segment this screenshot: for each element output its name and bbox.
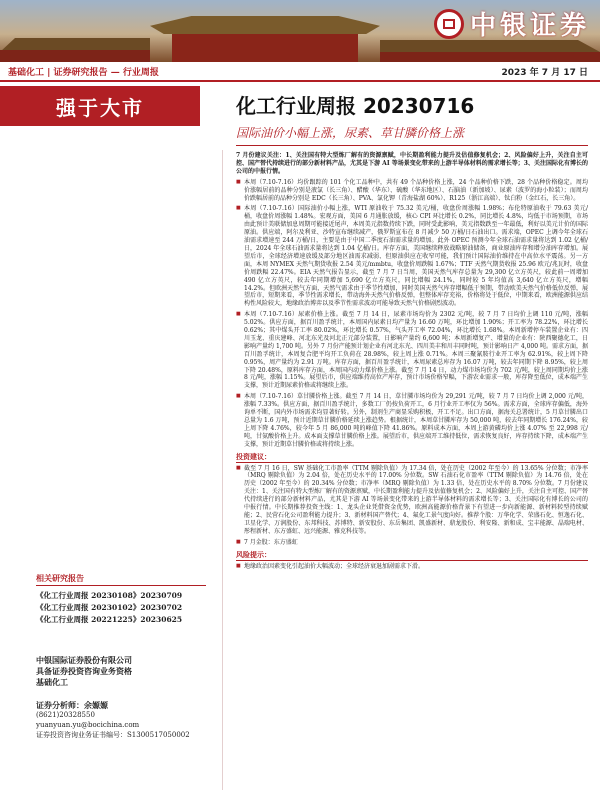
report-category: 基础化工 | 证券研究报告 — 行业周报 <box>8 68 159 78</box>
banner-hall-left <box>0 50 150 62</box>
banner-hall-right <box>380 52 600 62</box>
invest-point: ■ 截至 7 月 16 日，SW 基础化工市盈率（TTM 剔除负值）为 17.34 倍，处在历史（2002 年至今）的 13.65% 分位数；市净率（MRQ 剔除负值）为 2.04 倍，处在历史水平的 17.00% 分位数。SW 石油石化市盈率（TTM 剔除负值）为 14.76 倍，处在历史（2002 年至今）的 20.34% 分位数；市净率（MRQ 剔除负值）为 1.33 倍，处在历史水平的 8.70% 分位数。7 月份建议关注：1、关注国有特大型炼厂解有的资源禀赋，中长期盈利能力提升及估值修复机会；2、风险偏好上升，关注自主可控、国产替代持续进行的部分新材料产品，尤其是下游 AI 等场景变化带来的上游半导体材料的需求增长等；3、关注国际化有博长的公司的中报行情。中长期推荐投资主线：1、龙头企业凭借资金优势，欧洲高能源价格背景下有望进一步向新能源、新材料转型持续赋能；2、民营石化公司盈利能力提升；3、新材料国产替代；4、氟化工景气度向好。推荐个股：万华化学、荣盛石化、恒逸石化、卫星化学、万润股份、东邦科技、苏博特、新安股份、东岳集团、凯盛新材、鼎龙股份、利安隆、新和成、宝丰能源、晶瑞电材、彤程新材、东方盛虹、远兴能源、雅克科技等。 <box>236 465 588 536</box>
price-overview-paragraph: ■ 本周（7.10-7.16）均价跟踪的 101 个化工品种中，共有 49 个品种价格上涨，24 个品种价格下跌，28 个品种价格稳定。周均价涨幅居前的品种分别是液氯（长三角）、醋酸（华东）、硫酸（华东地区）、石脑油（新加坡）、尿素（波罗的海小粒装）；而周均价跌幅居前的品种分别是 EDC（长三角）、PVA、氯化钾（青海盐湖 60%）、R125（浙江高端）、钛白粉（金红石，长三角）。 <box>236 179 588 203</box>
invest-heading: 投资建议： <box>236 453 588 463</box>
logo-icon <box>434 9 464 39</box>
urea-paragraph: ■ 本周（7.10-7.16）尿素价格上涨。截至 7 月 14 日，尿素市场均价为 2302 元/吨，较 7 月 7 日均价上调 110 元/吨，涨幅 5.02%。供应方面，据百川盈孚统计，本周国内尿素日均产量为 16.60 万吨，环比增加 1.90%；开工率为 78.22%，环比增长 0.62%；其中煤头开工率 80.02%，环比增长 0.57%，气头开工率 72.04%，环比增长 1.68%。本周新增停车装置企业有：四川玉龙、重庆建峰、河北东光及河北正元部分装置，日影响产量约 6,600 吨；本周新增复产、增量的企业有：陕西聚德化工，日影响产量约 1,700 吨。另外 7 月份产能预计划企业有河北东光、四川美丰和川丰同时吨，预计影响日产 4,000 吨。需求方面，据百川盈孚统计，本周复合肥平均开工负荷在 28.98%，较上周上涨 0.71%。本周三聚氰胺行业开工率为 62.91%，较上周下降 0.95%，周产量约为 2.91 万吨。库存方面，据百川盈孚统计，本周尿素总库存为 16.07 万吨，较去年同期下降 8.95%，较上周下降 20.48%，原料库存方面，本周国内动力煤价格上涨。截至 7 月 14 日，动力煤市场均价为 702 元/吨，较上周同期均价上涨 8 元/吨，涨幅 1.15%。展望后市，供应端维持高位产库存，预计市场价格窄幅，下游农业需求一般，库存降至低位，成本端产生支撑，预计近期尿素价格或将继续上涨。 <box>236 311 588 390</box>
rating-badge: 强于大市 <box>0 86 200 126</box>
risk-point: ■ 地缘政治因素变化引起油价大幅波动；全球经济衰退加剧需求下滑。 <box>236 563 588 571</box>
analyst-name: 证券分析师：余嫄嫄 <box>36 700 108 710</box>
header-banner <box>0 0 600 62</box>
glyphosate-paragraph: ■ 本周（7.10-7.16）草甘膦价格上涨。截至 7 月 14 日，草甘膦市场均价为 29,291 元/吨，较 7 月 7 日均价上调 2,000 元/吨，涨幅 7.33%。供应方面，据百川盈孚统计，多数工厂仍按负荷开工，6 月行业开工率仅为 56%。需求方面，全球库存偏低，海外询单不断，国内外市场需求均显著好转。另外，制剂生产商显采购积极，开工不足。出口方面，据海关总署统计，5 月草甘膦出口总量为 1.6 万吨，预计近期草甘膦价格延续上涨趋势。根据统计，本周草甘膦库存为 50,000 吨，较去年同期增长 176.24%，较上周下降 4.76%，较今年 5 月 86,000 吨的峰值下降 41.86%。原料成本方面，本周上游黄磷均价上涨 4.07% 至 22,998 元/吨，甘氨酸价格上升。成本面支撑草甘膦价格上涨。展望后市，供应端开工维持低位，需求恢复良好，库存持续下降，成本端产生支撑，预计近期草甘膦价格或将持续上涨。 <box>236 393 588 448</box>
title-divider <box>236 145 588 146</box>
logo-text: 中银证券 <box>469 11 590 41</box>
summary-paragraph: 7 月份建议关注：1、关注国有特大型炼厂解有的资源禀赋，中长期盈利能力提升及估值修复机会；2、风险偏好上升，关注自主可控、国产替代持续进行的部分新材料产品，尤其是下游 AI 等场景变化带来的上游半导体材料的需求增长等；3、关注国际化有博长的公司的中报行情。 <box>236 152 588 175</box>
logo-inner-mark <box>443 19 455 29</box>
analyst-email[interactable]: yuanyuan.yu@bocichina.com <box>36 721 140 729</box>
analyst-info <box>36 700 206 740</box>
invest-bullets <box>236 465 588 547</box>
related-reports-list <box>36 590 206 626</box>
risk-bullets <box>236 563 588 571</box>
risk-heading: 风险提示： <box>236 551 588 561</box>
analyst-certificate: 证券投资咨询业务证书编号：S1300517050002 <box>36 731 190 739</box>
related-reports-heading: 相关研究报告 <box>36 573 206 586</box>
report-header-bar <box>0 62 600 82</box>
company-qualification: 具备证券投资咨询业务资格 <box>36 666 132 676</box>
invest-point: ■ 7 月金股：东方盛虹 <box>236 539 588 547</box>
body-bullets <box>236 179 588 449</box>
related-report-item[interactable]: 《化工行业周报 20230108》20230709 <box>36 591 183 600</box>
page-title: 化工行业周报 20230716 <box>236 94 475 118</box>
banner-hall-center <box>172 34 358 62</box>
column-divider <box>222 150 223 790</box>
related-report-item[interactable]: 《化工行业周报 20230102》20230702 <box>36 603 183 612</box>
page-subtitle: 国际油价小幅上涨，尿素、草甘膦价格上涨 <box>236 126 465 140</box>
report-date: 2023 年 7 月 17 日 <box>501 68 588 78</box>
company-name: 中银国际证券股份有限公司 <box>36 655 132 665</box>
analyst-phone: (8621)20328550 <box>36 711 95 719</box>
oil-gas-paragraph: ■ 本周（7.10-7.16）国际油价小幅上涨，WTI 原油收于 75.32 美元/桶，收盘价周涨幅 1.98%；布伦特原油收于 79.63 美元/桶，收盘价周涨幅 1.48%。宏观方面，美国 6 月通胀放缓，核心 CPI 环比增长 0.2%，同比增长 4.8%，均低于市场预期，市场由此预计美联储加息周期可能接近尾声，本周美元指数持续下跌，同时受此影响，美元指数跌至一年最低，利好以美元计价的国际原油。供应端，阿尔及利亚、沙特宣布继续减产，俄罗斯宣布在 8 月减少 50 万桶/日石油出口。需求端，OPEC 上调今年全球石油需求增速至 244 万桶/日，主要是由于中国二季度石油需求量的增加。此外 OPEC 预测今年全球石油需求量将达到 1.02 亿桶/日，2024 年全球石油需求量将达到 1.04 亿桶/日。库存方面，美国继续释放战略原油储备，商业原油库存和增分油库存增加。展望后市，全球经济增速放缓及部分地区油需求减弱、但原油供应在收窄可能，我们预计国际油价维持在中高位水平震荡。另一方面，本周 NYMEX 天然气期货收报 2.54 美元/mmbtu，收盘价周跌幅 1.67%；TTF 天然气期货收报 25.96 欧元/兆瓦时，收盘价周跌幅 22.47%。EIA 天然气报告显示，截至 7 月 7 日当周，美国天然气库存总量为 29,300 亿立方英尺，较此前一周增加 490 亿立方英尺，较去年同期增加 5,690 亿立方英尺，同比增幅 24.1%，同时较 5 年均值高 3,640 亿立方英尺，增幅 14.2%。但欧洲天然气方面，天然气需求由于季节性增加，同时美国天然气库存增幅低于预期，带动欧美天然气价格低位反弹，展望后市，短期来看，季节性需求增长，带动海外天然气价格反弹，但整体库存充裕，价格将处于低位，中期来看，欧洲能源供应结构性风险较大，地缘政治博弈以及季节性需求波动可能导致天然气价格剧烈波动。 <box>236 205 588 308</box>
company-logo <box>434 5 590 42</box>
company-info <box>36 655 206 688</box>
company-sector: 基础化工 <box>36 677 68 687</box>
main-body <box>236 152 588 573</box>
related-report-item[interactable]: 《化工行业周报 20221225》20230625 <box>36 615 183 624</box>
banner-roof-center <box>150 16 380 34</box>
